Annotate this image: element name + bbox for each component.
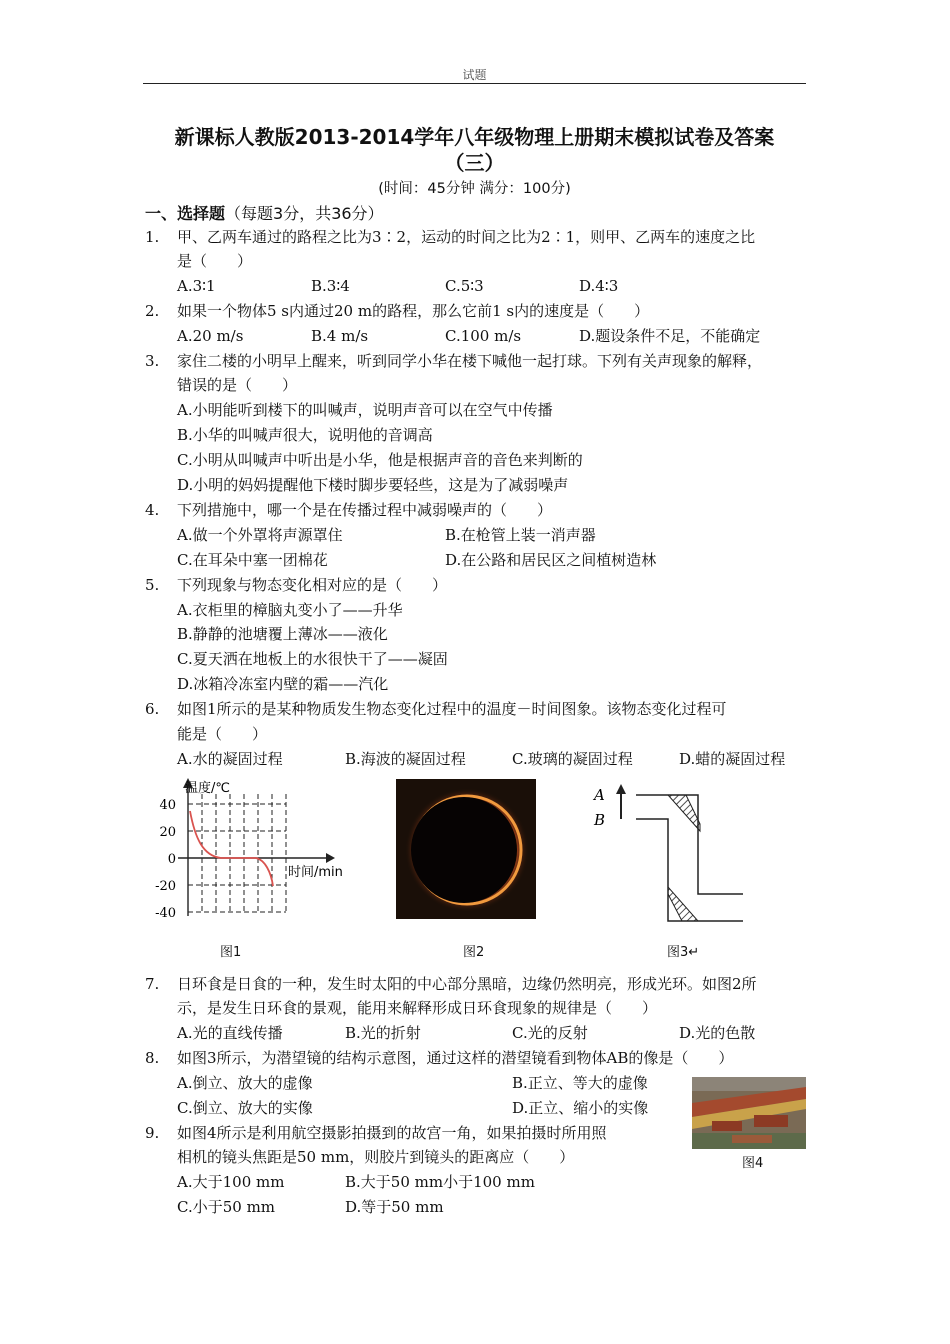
q3-option-b: B.小华的叫喊声很大，说明他的音调高 — [177, 426, 433, 444]
top-mirror — [668, 795, 700, 831]
q9-option-b: B.大于50 mm小于100 mm — [345, 1173, 535, 1191]
page-header: 试题 — [462, 68, 487, 82]
q3-stem-cont: 错误的是（ ） — [177, 376, 298, 394]
q8-stem: 如图3所示，为潜望镜的结构示意图，通过这样的潜望镜看到物体AB的像是（ ） — [177, 1049, 734, 1067]
q9-stem-cont: 相机的镜头焦距是50 mm，则胶片到镜头的距离应（ ） — [177, 1148, 575, 1166]
x-axis-label: 时间/min — [288, 865, 343, 880]
figure-3-caption: 图3↵ — [667, 945, 700, 960]
label-a: A — [594, 786, 605, 804]
q3-option-d: D.小明的妈妈提醒他下楼时脚步要轻些，这是为了减弱噪声 — [177, 476, 569, 494]
q7-option-c: C.光的反射 — [512, 1024, 588, 1042]
q6-option-a: A.水的凝固过程 — [177, 750, 283, 768]
q4-option-d: D.在公路和居民区之间植树造林 — [445, 551, 657, 569]
section-heading — [145, 201, 384, 224]
header-rule — [143, 83, 806, 84]
title-line-1: 新课标人教版2013-2014学年八年级物理上册期末模拟试卷及答案 — [174, 125, 775, 149]
q4-option-b: B.在枪管上装一消声器 — [445, 526, 596, 544]
figure-1-graph — [143, 776, 358, 926]
q2-stem: 如果一个物体5 s内通过20 m的路程，那么它前1 s内的速度是（ ） — [177, 302, 650, 320]
q3-option-c: C.小明从叫喊声中听出是小华，他是根据声音的音色来判断的 — [177, 451, 583, 469]
photo-hall-3 — [732, 1135, 772, 1143]
q3-number: 3. — [145, 352, 160, 370]
photo-hall-2 — [754, 1115, 788, 1127]
q6-stem-cont: 能是（ ） — [177, 725, 268, 743]
q6-stem: 如图1所示的是某种物质发生物态变化过程中的温度－时间图象。该物态变化过程可 — [177, 700, 727, 718]
section-title: 一、选择题 — [145, 204, 226, 223]
q1-option-c: C.5∶3 — [445, 277, 484, 295]
x-axis-arrow — [326, 853, 335, 863]
q7-option-a: A.光的直线传播 — [177, 1024, 283, 1042]
q7-stem-cont: 示，是发生日环食的景观，能用来解释形成日环食现象的规律是（ ） — [177, 999, 658, 1017]
figure-1-caption: 图1 — [220, 945, 242, 960]
q7-number: 7. — [145, 975, 160, 993]
figure-2-eclipse-image — [396, 779, 536, 919]
q8-option-c: C.倒立、放大的实像 — [177, 1099, 313, 1117]
q2-number: 2. — [145, 302, 160, 320]
q6-number: 6. — [145, 700, 160, 718]
q5-option-c: C.夏天洒在地板上的水很快干了——凝固 — [177, 650, 448, 668]
q9-option-a: A.大于100 mm — [177, 1173, 285, 1191]
q8-option-a: A.倒立、放大的虚像 — [177, 1074, 313, 1092]
q3-option-a: A.小明能听到楼下的叫喊声，说明声音可以在空气中传播 — [177, 401, 553, 419]
q2-option-a: A.20 m/s — [177, 327, 244, 345]
q7-stem: 日环食是日食的一种，发生时太阳的中心部分黑暗，边缘仍然明亮，形成光环。如图2所 — [177, 975, 757, 993]
q9-option-c: C.小于50 mm — [177, 1198, 276, 1216]
figure-3-periscope — [588, 779, 748, 929]
y-tick-neg40: -40 — [155, 906, 176, 921]
q1-stem: 甲、乙两车通过的路程之比为3∶2，运动的时间之比为2∶1，则甲、乙两车的速度之比 — [177, 228, 756, 246]
y-tick-40: 40 — [159, 798, 176, 813]
page-title — [143, 124, 806, 176]
object-ab-arrowhead — [616, 784, 626, 794]
q5-option-b: B.静静的池塘覆上薄冰——液化 — [177, 625, 388, 643]
y-tick-neg20: -20 — [155, 879, 176, 894]
title-line-2: （三） — [444, 151, 505, 175]
q3-stem: 家住二楼的小明早上醒来，听到同学小华在楼下喊他一起打球。下列有关声现象的解释， — [177, 352, 763, 370]
q5-option-a: A.衣柜里的樟脑丸变小了——升华 — [177, 601, 403, 619]
q8-option-b: B.正立、等大的虚像 — [512, 1074, 648, 1092]
figure-4-aerial-photo — [692, 1077, 806, 1149]
q5-number: 5. — [145, 576, 160, 594]
q7-option-d: D.光的色散 — [679, 1024, 756, 1042]
photo-sky — [692, 1077, 806, 1091]
q9-number: 9. — [145, 1124, 160, 1142]
q4-option-a: A.做一个外罩将声源罩住 — [177, 526, 343, 544]
q9-option-d: D.等于50 mm — [345, 1198, 444, 1216]
q9-stem: 如图4所示是利用航空摄影拍摄到的故宫一角，如果拍摄时所用照 — [177, 1124, 607, 1142]
label-b: B — [594, 811, 606, 829]
q4-option-c: C.在耳朵中塞一团棉花 — [177, 551, 328, 569]
q5-option-d: D.冰箱冷冻室内壁的霜——汽化 — [177, 675, 389, 693]
section-note: （每题3分，共36分） — [225, 204, 384, 223]
q4-stem: 下列措施中，哪一个是在传播过程中减弱噪声的（ ） — [177, 501, 553, 519]
photo-hall-1 — [712, 1121, 742, 1131]
y-tick-0: 0 — [167, 852, 176, 867]
graph-grid — [188, 794, 286, 914]
q1-option-a: A.3∶1 — [177, 277, 216, 295]
q8-option-d: D.正立、缩小的实像 — [512, 1099, 649, 1117]
q6-option-c: C.玻璃的凝固过程 — [512, 750, 633, 768]
exam-info: (时间：45分钟 满分：100分) — [378, 181, 571, 197]
figure-4-caption: 图4 — [742, 1156, 764, 1171]
q1-number: 1. — [145, 228, 160, 246]
moon-disk — [411, 797, 517, 903]
q2-option-b: B.4 m/s — [311, 327, 369, 345]
q1-option-b: B.3∶4 — [311, 277, 350, 295]
q6-option-d: D.蜡的凝固过程 — [679, 750, 786, 768]
q1-stem-cont: 是（ ） — [177, 252, 253, 270]
q5-stem: 下列现象与物态变化相对应的是（ ） — [177, 576, 448, 594]
q7-option-b: B.光的折射 — [345, 1024, 421, 1042]
q4-number: 4. — [145, 501, 160, 519]
q6-option-b: B.海波的凝固过程 — [345, 750, 466, 768]
q2-option-c: C.100 m/s — [445, 327, 522, 345]
y-tick-20: 20 — [159, 825, 176, 840]
bottom-mirror — [668, 887, 698, 921]
q1-option-d: D.4∶3 — [579, 277, 619, 295]
q2-option-d: D.题设条件不足，不能确定 — [579, 327, 761, 345]
figure-2-caption: 图2 — [463, 945, 485, 960]
q8-number: 8. — [145, 1049, 160, 1067]
y-axis-label: 温度/℃ — [185, 781, 230, 796]
